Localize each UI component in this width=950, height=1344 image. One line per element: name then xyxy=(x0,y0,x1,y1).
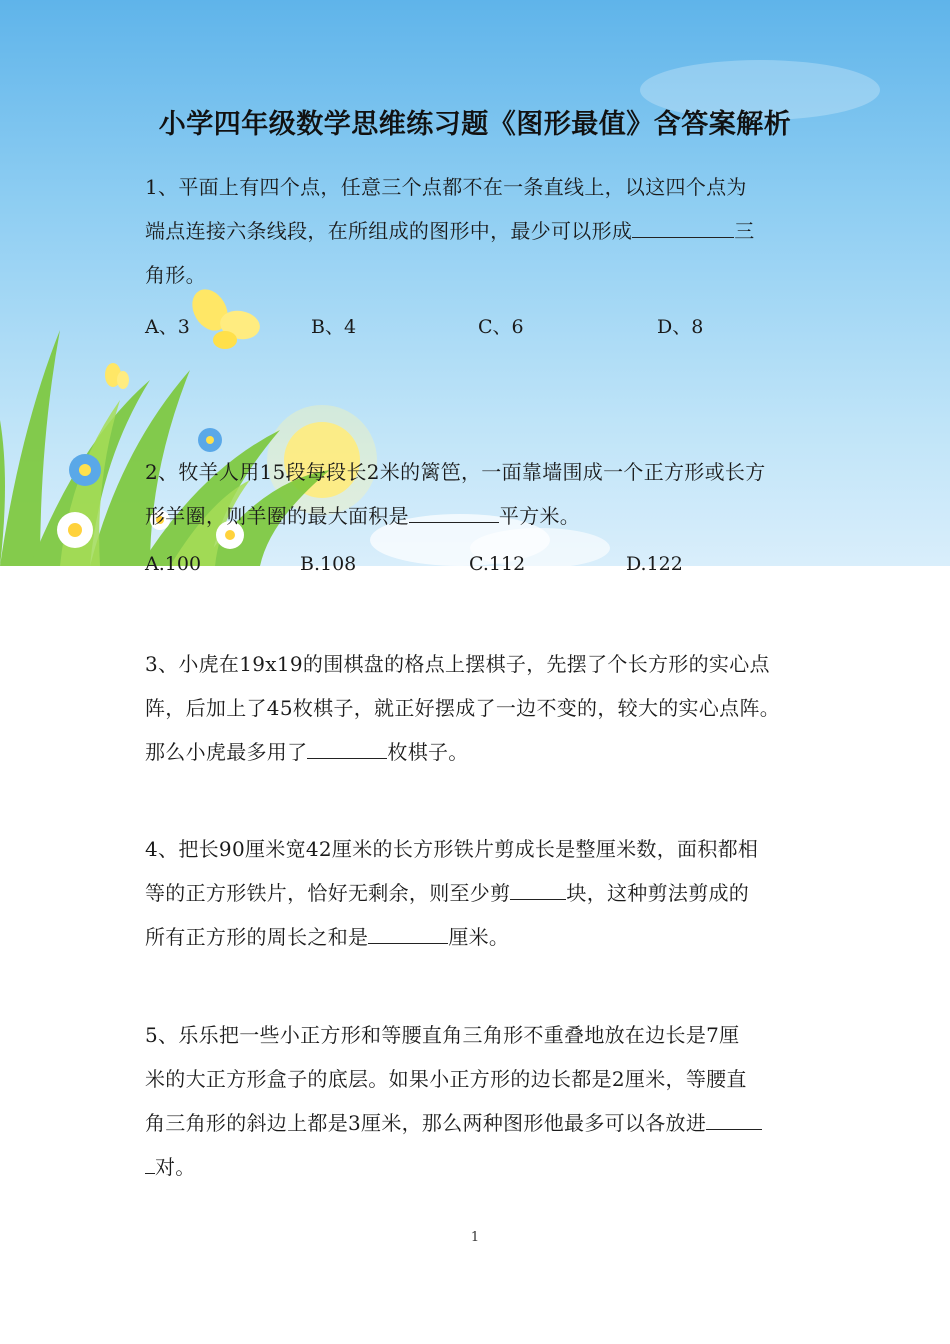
question-4-line-2: 等的正方形铁片，恰好无剩余，则至少剪 块，这种剪法剪成的 xyxy=(145,871,810,915)
question-4-line-3: 所有正方形的周长之和是 厘米。 xyxy=(145,915,810,959)
page-number: 1 xyxy=(470,1230,480,1245)
option-d[interactable]: D、8 xyxy=(657,316,704,338)
answer-blank[interactable] xyxy=(307,736,387,759)
question-2-line-2: 形羊圈，则羊圈的最大面积是 平方米。 xyxy=(145,494,810,538)
option-a[interactable]: A.100 xyxy=(145,553,202,575)
question-1 xyxy=(145,165,810,297)
answer-blank[interactable] xyxy=(409,500,499,523)
option-c[interactable]: C、6 xyxy=(478,316,524,338)
option-d[interactable]: D.122 xyxy=(626,553,683,575)
question-3 xyxy=(145,642,810,774)
question-1-line-2: 端点连接六条线段，在所组成的图形中，最少可以形成 三 xyxy=(145,209,810,253)
answer-blank[interactable] xyxy=(706,1107,762,1130)
question-3-line-2: 阵，后加上了45枚棋子，就正好摆成了一边不变的，较大的实心点阵。 xyxy=(145,696,781,720)
question-2 xyxy=(145,450,810,538)
document-title: 小学四年级数学思维练习题《图形最值》含答案解析 xyxy=(158,109,792,140)
question-1-line-3: 角形。 xyxy=(145,263,206,287)
question-5-line-1: 5、乐乐把一些小正方形和等腰直角三角形不重叠地放在边长是7厘 xyxy=(145,1023,740,1047)
question-3-line-3: 那么小虎最多用了 枚棋子。 xyxy=(145,730,810,774)
option-b[interactable]: B、4 xyxy=(311,316,357,338)
option-c[interactable]: C.112 xyxy=(469,553,526,575)
question-2-line-1: 2、牧羊人用15段每段长2米的篱笆，一面靠墙围成一个正方形或长方 xyxy=(145,460,766,484)
question-1-line-1: 1、平面上有四个点，任意三个点都不在一条直线上，以这四个点为 xyxy=(145,175,747,199)
option-b[interactable]: B.108 xyxy=(300,553,357,575)
question-4 xyxy=(145,827,810,959)
answer-blank-continued[interactable] xyxy=(145,1151,155,1174)
question-5-line-2: 米的大正方形盒子的底层。如果小正方形的边长都是2厘米，等腰直 xyxy=(145,1067,747,1091)
answer-blank[interactable] xyxy=(632,215,734,238)
question-4-line-1: 4、把长90厘米宽42厘米的长方形铁片剪成长是整厘米数，面积都相 xyxy=(145,837,759,861)
question-5 xyxy=(145,1013,810,1189)
question-5-line-3: 角三角形的斜边上都是3厘米，那么两种图形他最多可以各放进 xyxy=(145,1101,810,1145)
answer-blank[interactable] xyxy=(510,877,566,900)
question-5-line-4: 对。 xyxy=(145,1145,810,1189)
answer-blank[interactable] xyxy=(368,921,448,944)
question-3-line-1: 3、小虎在19x19的围棋盘的格点上摆棋子，先摆了个长方形的实心点 xyxy=(145,652,770,676)
option-a[interactable]: A、3 xyxy=(145,316,190,338)
